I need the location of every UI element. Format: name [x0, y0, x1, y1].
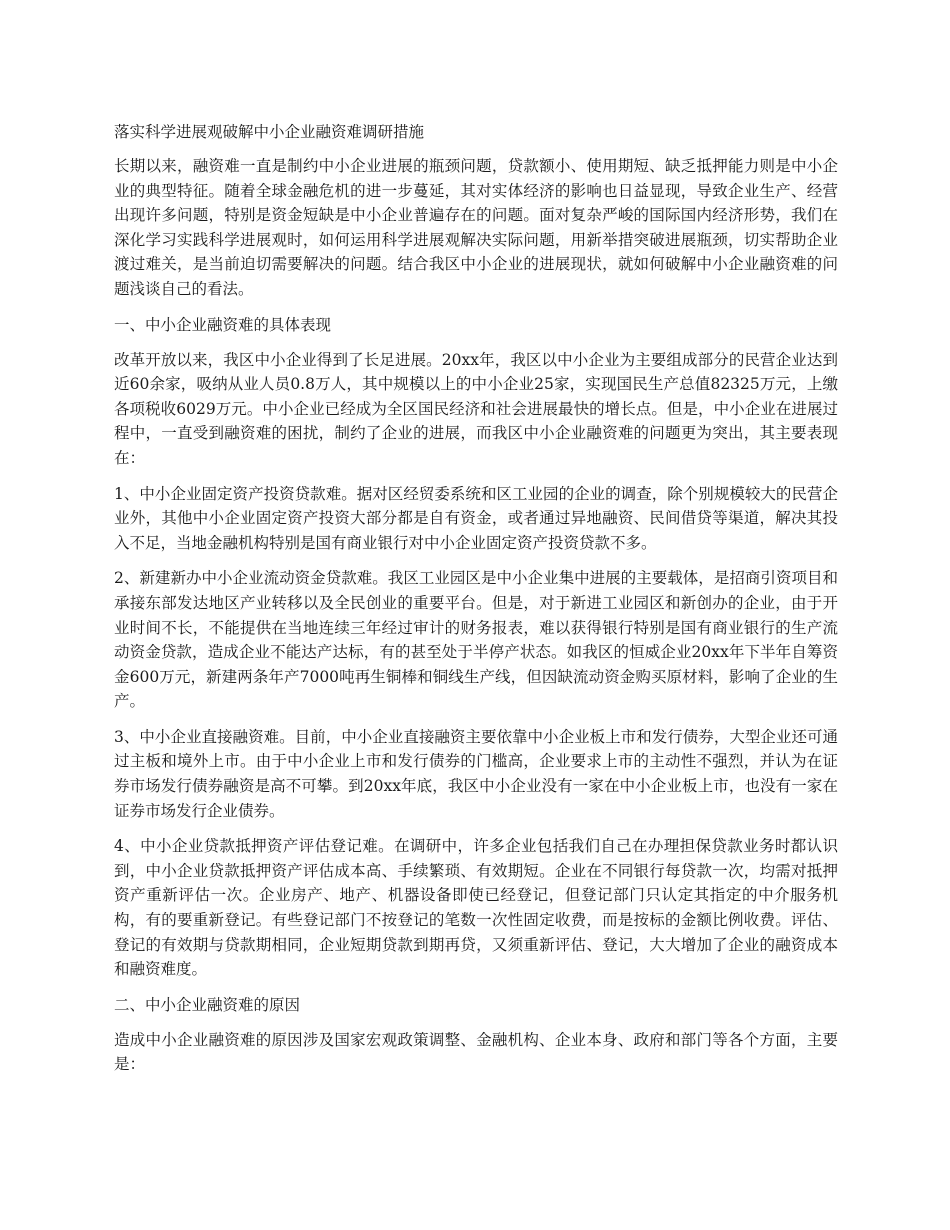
document-title: 落实科学进展观破解中小企业融资难调研措施 — [114, 123, 425, 141]
section-1-item-1: 1、中小企业固定资产投资贷款难。据对区经贸委系统和区工业园的企业的调查，除个别规模较大的民营企业外，其他中小企业固定资产投资大部分都是自有资金，或者通过异地融资、民间借贷等渠道，解决其投入不足，当地金融机构特别是国有商业银行对中小企业固定资产投资贷款不多。 — [114, 484, 838, 552]
section-2-lead-paragraph: 造成中小企业融资难的原因涉及国家宏观政策调整、金融机构、企业本身、政府和部门等各个方面，主要是： — [114, 1030, 838, 1074]
section-1-lead-paragraph: 改革开放以来，我区中小企业得到了长足进展。20xx年，我区以中小企业为主要组成部分的民营企业达到近60余家，吸纳从业人员0.8万人，其中规模以上的中小企业25家，实现国民生产总值82325万元，上缴各项税收6029万元。中小企业已经成为全区国民经济和社会进展最快的增长点。但是，中小企业在进展过程中，一直受到融资难的困扰，制约了企业的进展，而我区中小企业融资难的问题更为突出，其主要表现在： — [114, 350, 838, 467]
intro-paragraph: 长期以来，融资难一直是制约中小企业进展的瓶颈问题，贷款额小、使用期短、缺乏抵押能力则是中小企业的典型特征。随着全球金融危机的进一步蔓延，其对实体经济的影响也日益显现，导致企业生产、经营出现许多问题，特别是资金短缺是中小企业普遍存在的问题。面对复杂严峻的国际国内经济形势，我们在深化学习实践科学进展观时，如何运用科学进展观解决实际问题，用新举措突破进展瓶颈，切实帮助企业渡过难关，是当前迫切需要解决的问题。结合我区中小企业的进展现状，就如何破解中小企业融资难的问题浅谈自己的看法。 — [114, 157, 838, 298]
document-body — [114, 120, 838, 1088]
section-1-item-3: 3、中小企业直接融资难。目前，中小企业直接融资主要依靠中小企业板上市和发行债券，大型企业还可通过主板和境外上市。由于中小企业上市和发行债券的门槛高，企业要求上市的主动性不强烈，并认为在证券市场发行债券融资是高不可攀。到20xx年底，我区中小企业没有一家在中小企业板上市，也没有一家在证券市场发行企业债券。 — [114, 727, 838, 820]
section-1-heading: 一、中小企业融资难的具体表现 — [114, 315, 332, 334]
section-2-heading: 二、中小企业融资难的原因 — [114, 995, 301, 1014]
section-1-item-2: 2、新建新办中小企业流动资金贷款难。我区工业园区是中小企业集中进展的主要载体，是招商引资项目和承接东部发达地区产业转移以及全民创业的重要平台。但是，对于新进工业园区和新创办的企业，由于开业时间不长，不能提供在当地连续三年经过审计的财务报表，难以获得银行特别是国有商业银行的生产流动资金贷款，造成企业不能达产达标，有的甚至处于半停产状态。如我区的恒威企业20xx年下半年自筹资金600万元，新建两条年产7000吨再生铜棒和铜线生产线，但因缺流动资金购买原材料，影响了企业的生产。 — [114, 569, 838, 711]
section-1-item-4: 4、中小企业贷款抵押资产评估登记难。在调研中，许多企业包括我们自己在办理担保贷款业务时都认识到，中小企业贷款抵押资产评估成本高、手续繁琐、有效期短。企业在不同银行每贷款一次，均需对抵押资产重新评估一次。企业房产、地产、机器设备即使已经登记，但登记部门只认定其指定的中介服务机构，有的要重新登记。有些登记部门不按登记的笔数一次性固定收费，而是按标的金额比例收费。评估、登记的有效期与贷款期相同，企业短期贷款到期再贷，又须重新评估、登记，大大增加了企业的融资成本和融资难度。 — [114, 837, 838, 979]
